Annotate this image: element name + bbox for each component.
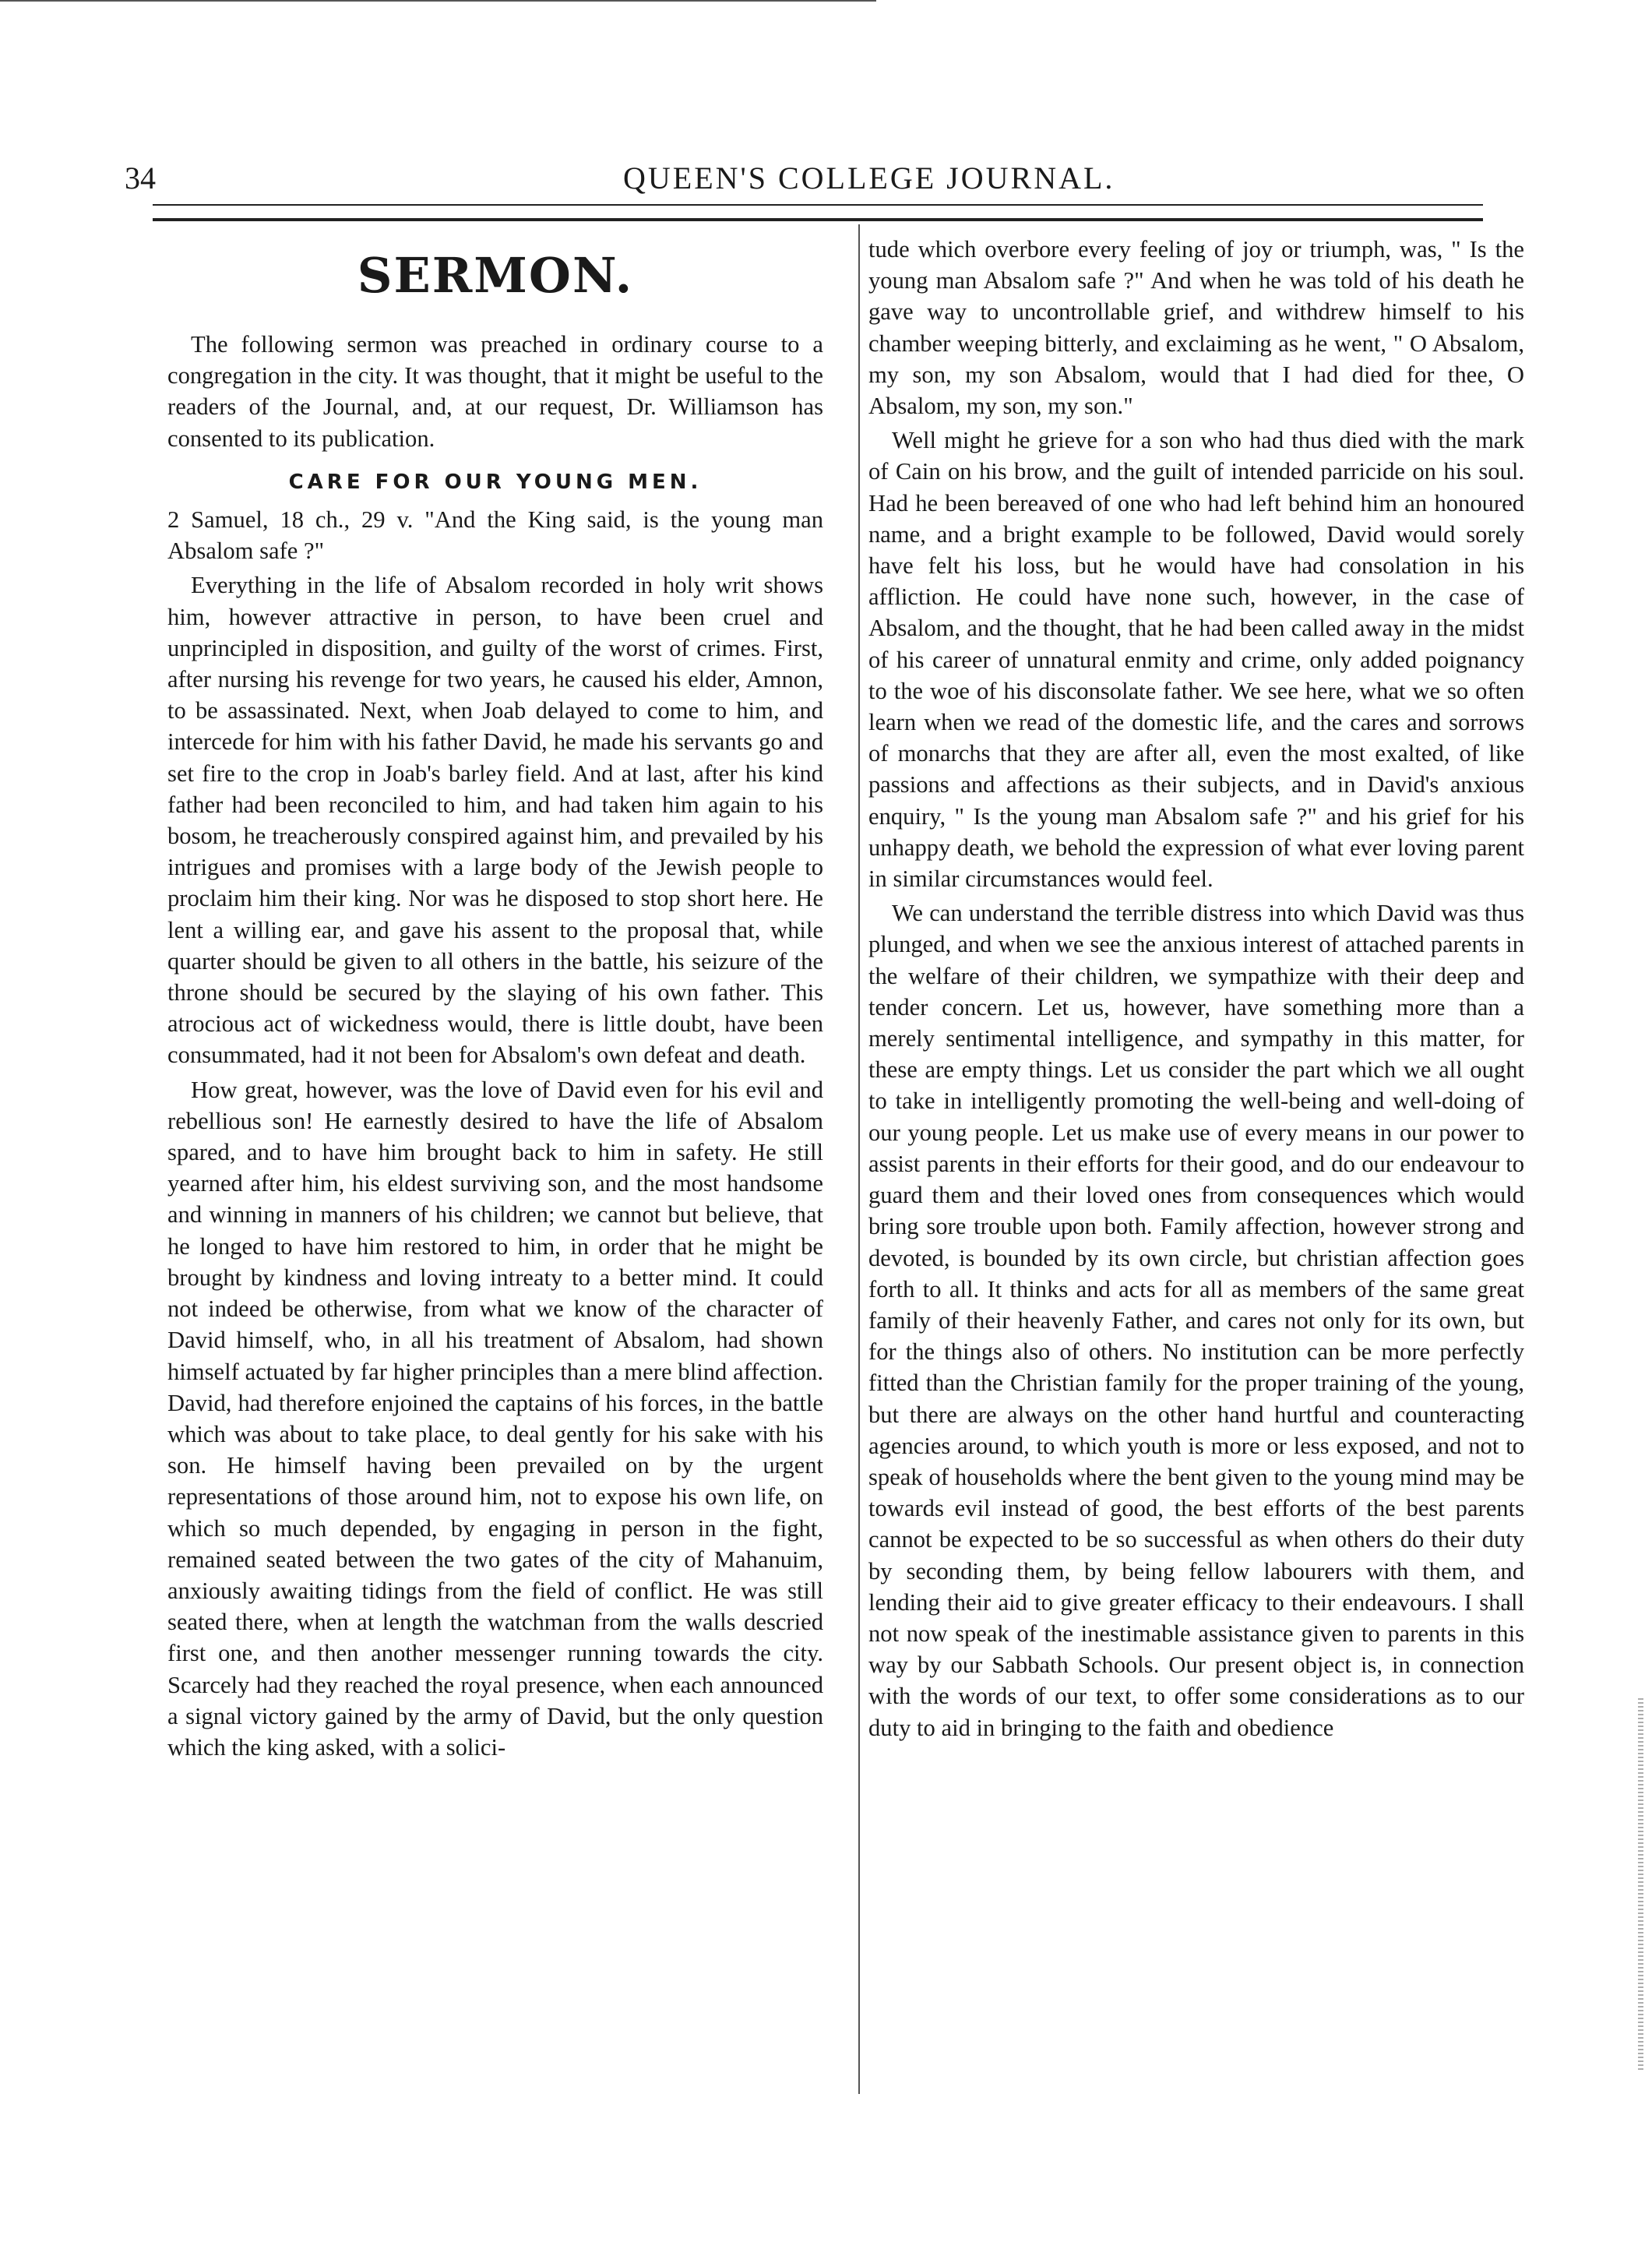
article-subtitle: CARE FOR OUR YOUNG MEN. bbox=[288, 470, 703, 494]
intro-paragraph: The following sermon was preached in ordinary course to a congregation in the city. It was thought, that it might be useful to the readers of the Journal, and, at our request, Dr. Williamson has consented to its publication. bbox=[167, 331, 823, 452]
body-paragraph: Everything in the life of Absalom recorded in holy writ shows him, however attractive in person, to have been cruel and unprincipled in disposition, and guilty of the worst of crimes. First, after nursing his revenge for two years, he caused his elder, Amnon, to be assassinated. Next, when Joab delayed to come to him, and intercede for him with his father David, he made his servants go and set fire to the crop in Joab's barley field. And at last, after his kind father had been reconciled to him, and had taken him again to his bosom, he treacherously conspired against him, and prevailed by his intrigues and promises with a large body of the Jewish people to proclaim him their king. Nor was he disposed to stop short here. He lent a willing ear, and gave his assent to the proposal that, while quarter should be given to all others in the battle, his seizure of the throne should be secured by the slaying of his own father. This atrocious act of wickedness would, there is little doubt, have been consummated, had it not been for Absalom's own defeat and death. bbox=[167, 572, 823, 1069]
header-rule-thin bbox=[153, 204, 1483, 206]
body-paragraph: Well might he grieve for a son who had thus died with the mark of Cain on his brow, and the guilt of intended parricide on his soul. Had he been bereaved of one who had left behind him an honoured name, and a bright example to be followed, David would sorely have felt his loss, but he would have had consolation in his affliction. He could have none such, however, in the case of Absalom, and the thought, that he had been called away in the midst of his career of unnatural enmity and crime, only added poignancy to the woe of his disconsolate father. We see here, what we so often learn when we read of the domestic life, and the cares and sorrows of monarchs that they are after all, even the most exalted, of like passions and affections as their subjects, and in David's anxious enquiry, " Is the young man Absalom safe ?" and his grief for his unhappy death, we behold the expression of what ever loving parent in similar circumstances would feel. bbox=[868, 427, 1524, 893]
body-paragraph: We can understand the terrible distress into which David was thus plunged, and when we see the anxious interest of attached parents in the welfare of their children, we sympathize with their deep and tender concern. Let us, however, have something more than a merely sentimental intelligence, and sympathy in this matter, for these are empty things. Let us consider the part which we all ought to take in intelligently promoting the well-being and well-doing of our young people. Let us make use of every means in our power to assist parents in their efforts for their good, and do our endeavour to guard them and their loved ones from consequences which would bring sore trouble upon both. Family affection, however strong and devoted, is bounded by its own circle, but christian affection goes forth to all. It thinks and acts for all as members of the same great family of their heavenly Father, and cares not only for its own, but for the things also of others. No institution can be more perfectly fitted than the Christian family for the proper training of the young, but there are always on the other hand hurtful and counteracting agencies around, to which youth is more or less exposed, and not to speak of households where the bent given to the young mind may be towards evil instead of good, the best efforts of the best parents cannot be expected to be so successful as when others do their duty by seconding them, by being fellow labourers with them, and lending their aid to give greater efficacy to their endeavours. I shall not now speak of the inestimable assistance given to parents in this way by our Sabbath Schools. Our present object is, in connection with the words of our text, to offer some considerations as to our duty to aid in bringing to the faith and obedience bbox=[868, 900, 1524, 1741]
scan-edge-texture bbox=[1638, 1698, 1643, 2072]
top-edge-rule bbox=[0, 0, 876, 2]
column-divider bbox=[858, 224, 860, 2094]
header-rule-thick bbox=[153, 218, 1483, 221]
body-paragraph: How great, however, was the love of David even for his evil and rebellious son! He earnestly desired to have the life of Absalom spared, and to have him brought back to him in safety. He still yearned after him, his eldest surviving son, and the most handsome and winning in manners of his children; we cannot but believe, that he longed to have him restored to him, in order that he might be brought by kindness and loving intreaty to a better mind. It could not indeed be otherwise, from what we know of the character of David himself, who, in all his treatment of Absalom, had shown himself actuated by far higher principles than a mere blind affection. David, had therefore enjoined the captains of his forces, in the battle which was about to take place, to deal gently for his sake with his son. He himself having been prevailed on by the urgent representations of those around him, not to expose his own life, on which so much depended, by engaging in person in the fight, remained seated between the two gates of the city of Mahanuim, anxiously awaiting tidings from the field of conflict. He was still seated there, when at length the watchman from the walls descried first one, and then another messenger running towards the city. Scarcely had they reached the royal presence, when each announced a signal victory gained by the army of David, but the only question which the king asked, with a solici- bbox=[167, 1076, 823, 1761]
left-column bbox=[167, 234, 823, 1766]
scripture-reference: 2 Samuel, 18 ch., 29 v. "And the King said, is the young man Absalom safe ?" bbox=[167, 506, 823, 565]
article-title: SERMON. bbox=[357, 247, 634, 304]
journal-title: QUEEN'S COLLEGE JOURNAL. bbox=[623, 160, 1115, 196]
right-column bbox=[868, 234, 1524, 1747]
page-number: 34 bbox=[125, 160, 156, 196]
page-header bbox=[0, 160, 1652, 206]
continued-paragraph: tude which overbore every feeling of joy or triumph, was, " Is the young man Absalom safe ?" And when he was told of his death he gave way to uncontrollable grief, and withdrew himself to his chamber weeping bitterly, and exclaiming as he went, " O Absalom, my son, my son Absalom, would that I had died for thee, O Absalom, my son, my son." bbox=[868, 236, 1524, 420]
